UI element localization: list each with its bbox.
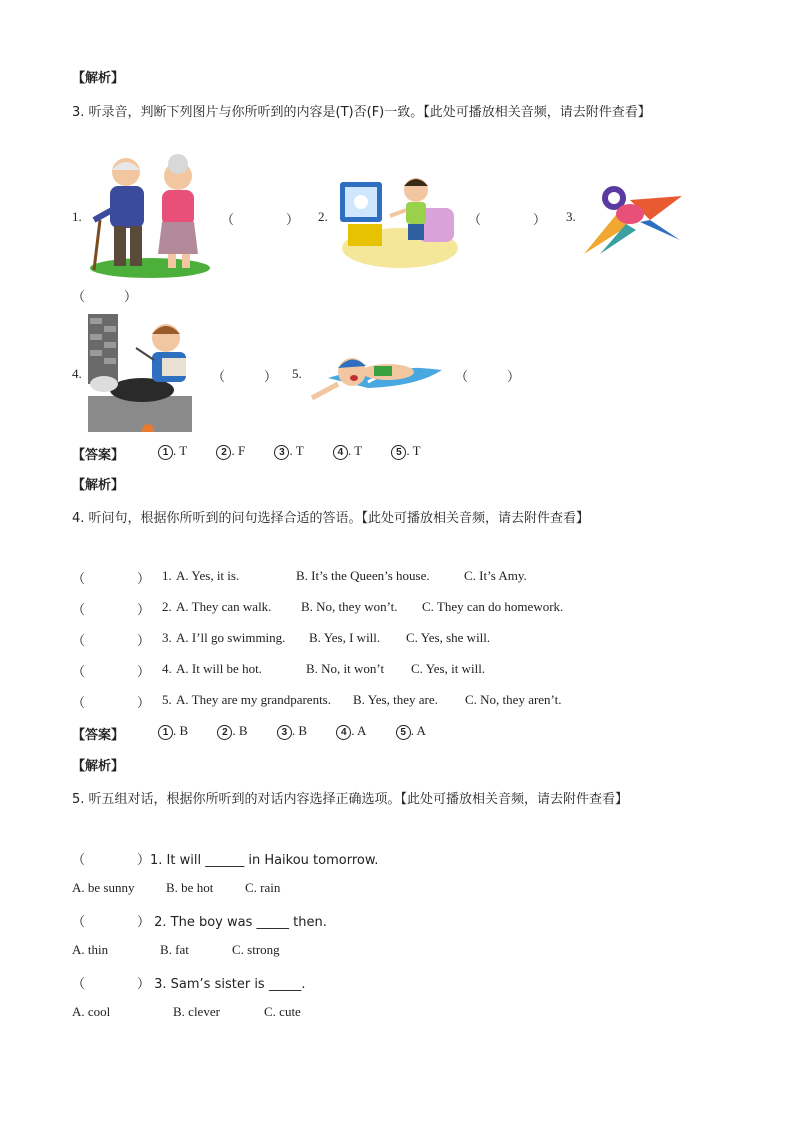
swallow-kite-picture xyxy=(580,180,684,258)
q3-item-1-blank[interactable]: （ ） xyxy=(221,213,300,228)
answer-number-5: 5 xyxy=(391,445,406,460)
q5-item-3-stem: （ ） 3. Sam’s sister is _____. xyxy=(72,977,306,992)
q4-row-5-option-c: C. No, they aren’t. xyxy=(465,692,562,707)
q3-item-5-number: 5. xyxy=(292,366,302,381)
q3-item-2-blank[interactable]: （ ） xyxy=(468,213,547,228)
q4-row-3-number: 3. xyxy=(162,630,172,645)
boy-cooking-picture xyxy=(86,312,194,432)
answer-value-2: . B xyxy=(232,723,248,738)
q5-item-1-option-c: C. rain xyxy=(245,880,281,895)
question-5-title: 5. 听五组对话，根据你所听到的对话内容选择正确选项。【此处可播放相关音频，请去附件查看】 xyxy=(72,792,629,807)
q4-row-4-blank[interactable]: （ ） xyxy=(72,665,151,680)
answer-number-1: 1 xyxy=(158,445,173,460)
q4-row-3-option-a: A. I’ll go swimming. xyxy=(176,630,286,645)
boy-watching-tv-picture xyxy=(334,168,458,270)
answer-value-5: . T xyxy=(406,443,421,458)
q4-row-5-number: 5. xyxy=(162,692,172,707)
answer-value-2: . F xyxy=(231,443,246,458)
q4-row-1-option-b: B. It’s the Queen’s house. xyxy=(296,568,430,583)
q4-row-2-option-c: C. They can do homework. xyxy=(422,599,564,614)
question-4-title: 4. 听问句，根据你所听到的问句选择合适的答语。【此处可播放相关音频，请去附件查看】 xyxy=(72,511,590,526)
q4-row-3-option-b: B. Yes, I will. xyxy=(309,630,381,645)
q5-item-3-option-a: A. cool xyxy=(72,1004,111,1019)
analysis-label: 【解析】 xyxy=(72,71,125,86)
q3-item-2-number: 2. xyxy=(318,209,328,224)
answer-value-3: . B xyxy=(291,723,308,738)
answer-number-2: 2 xyxy=(217,725,232,740)
answer-number-4: 4 xyxy=(333,445,348,460)
q4-row-2-blank[interactable]: （ ） xyxy=(72,603,151,618)
boy-swimming-picture xyxy=(308,342,444,406)
q3-item-5-blank[interactable]: （ ） xyxy=(455,370,521,385)
answer-label: 【答案】 xyxy=(72,448,125,463)
q4-answers xyxy=(158,723,452,740)
q5-item-3-option-b: B. clever xyxy=(173,1004,220,1019)
answer-number-5: 5 xyxy=(396,725,411,740)
q4-row-2-option-b: B. No, they won’t. xyxy=(301,599,398,614)
answer-label: 【答案】 xyxy=(72,728,125,743)
q4-row-1-option-a: A. Yes, it is. xyxy=(176,568,240,583)
answer-value-4: . T xyxy=(347,443,363,458)
answer-number-2: 2 xyxy=(216,445,231,460)
answer-number-3: 3 xyxy=(277,725,292,740)
analysis-label: 【解析】 xyxy=(72,759,125,774)
q4-row-5-option-a: A. They are my grandparents. xyxy=(176,692,331,707)
q5-item-1-option-b: B. be hot xyxy=(166,880,214,895)
answer-value-5: . A xyxy=(410,723,426,738)
q4-row-4-option-b: B. No, it won’t xyxy=(306,661,385,676)
answer-value-3: . T xyxy=(289,443,304,458)
answer-number-4: 4 xyxy=(336,725,351,740)
q4-row-3-option-c: C. Yes, she will. xyxy=(406,630,491,645)
q4-row-5-option-b: B. Yes, they are. xyxy=(353,692,438,707)
q5-item-1-stem: （ ）1. It will ______ in Haikou tomorrow. xyxy=(72,853,379,868)
answer-value-1: . B xyxy=(173,723,189,738)
q5-item-2-stem: （ ） 2. The boy was _____ then. xyxy=(72,915,327,930)
q3-answers xyxy=(158,443,447,460)
q5-item-1-option-a: A. be sunny xyxy=(72,880,135,895)
q4-row-3-blank[interactable]: （ ） xyxy=(72,634,151,649)
question-3-title: 3. 听录音，判断下列图片与你所听到的内容是(T)否(F)一致。【此处可播放相关音频，请去附件查看】 xyxy=(72,105,651,120)
q5-item-2-option-b: B. fat xyxy=(160,942,189,957)
q3-item-4-blank[interactable]: （ ） xyxy=(212,370,278,385)
q4-row-5-blank[interactable]: （ ） xyxy=(72,696,151,711)
q3-item-4-number: 4. xyxy=(72,366,82,381)
answer-value-4: . A xyxy=(351,723,367,738)
q5-item-2-option-a: A. thin xyxy=(72,942,109,957)
q4-row-4-number: 4. xyxy=(162,661,172,676)
answer-number-3: 3 xyxy=(274,445,289,460)
q4-row-1-option-c: C. It’s Amy. xyxy=(464,568,527,583)
q5-item-3-option-c: C. cute xyxy=(264,1004,301,1019)
answer-value-1: . T xyxy=(173,443,188,458)
analysis-label: 【解析】 xyxy=(72,478,125,493)
q4-row-4-option-a: A. It will be hot. xyxy=(176,661,262,676)
q3-item-3-number: 3. xyxy=(566,209,576,224)
q4-row-4-option-c: C. Yes, it will. xyxy=(411,661,486,676)
q3-item-3-blank[interactable]: （ ） xyxy=(72,290,138,305)
q4-row-2-number: 2. xyxy=(162,599,172,614)
answer-number-1: 1 xyxy=(158,725,173,740)
q5-item-2-option-c: C. strong xyxy=(232,942,280,957)
q4-row-1-number: 1. xyxy=(162,568,172,583)
q4-row-1-blank[interactable]: （ ） xyxy=(72,572,151,587)
q3-item-1-number: 1. xyxy=(72,209,82,224)
q4-row-2-option-a: A. They can walk. xyxy=(176,599,272,614)
elderly-couple-picture xyxy=(86,150,212,280)
